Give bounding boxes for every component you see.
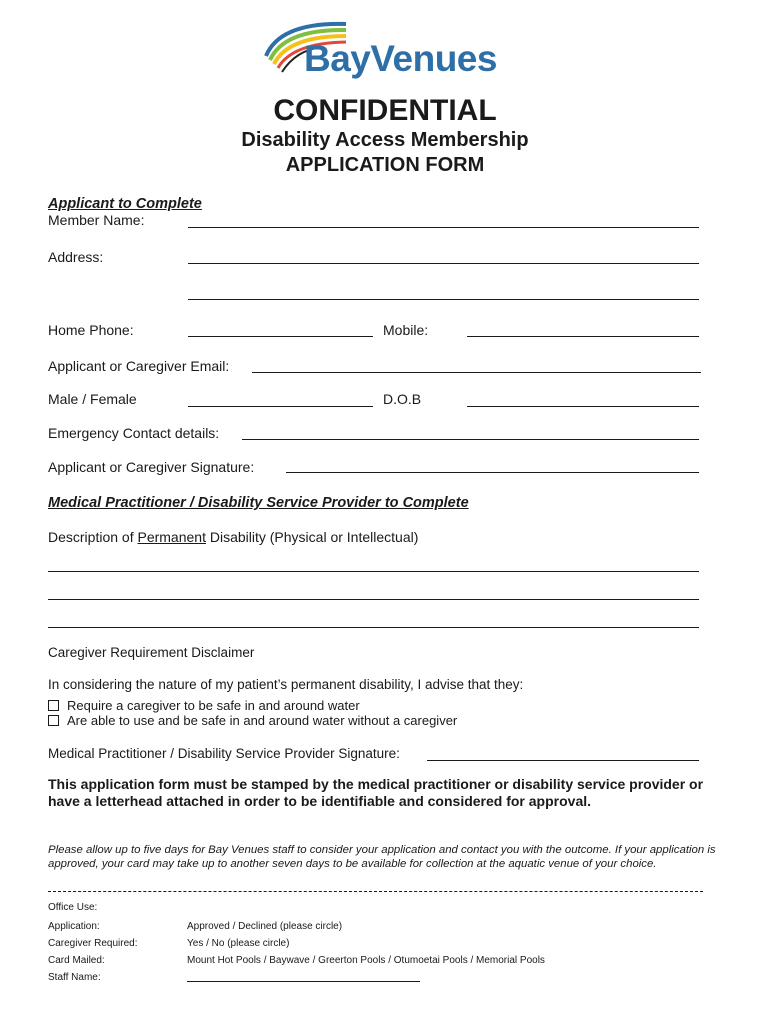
dob-field[interactable] <box>467 406 699 407</box>
office-staff-name-field[interactable] <box>187 981 420 982</box>
medical-section-heading: Medical Practitioner / Disability Service Provider to Complete <box>48 495 469 511</box>
email-label: Applicant or Caregiver Email: <box>48 358 230 374</box>
medical-signature-label: Medical Practitioner / Disability Service Provider Signature: <box>48 746 400 761</box>
office-staff-name-label: Staff Name: <box>48 972 101 983</box>
office-card-mailed-value: Mount Hot Pools / Baywave / Greerton Pools / Otumoetai Pools / Memorial Pools <box>187 955 545 966</box>
address-field-line-1[interactable] <box>188 263 699 264</box>
bayvenues-logo <box>262 16 512 84</box>
advise-text: In considering the nature of my patient’s permanent disability, I advise that they: <box>48 677 524 692</box>
logo-wordmark: BayVenues <box>304 38 497 79</box>
applicant-signature-field[interactable] <box>286 472 699 473</box>
member-name-label: Member Name: <box>48 212 145 228</box>
home-phone-label: Home Phone: <box>48 322 134 338</box>
description-field-line-3[interactable] <box>48 627 699 628</box>
form-title: APPLICATION FORM <box>285 154 485 176</box>
dob-label: D.O.B <box>383 391 422 407</box>
checkbox-no-caregiver[interactable] <box>48 715 59 726</box>
applicant-section-heading: Applicant to Complete <box>48 196 202 212</box>
processing-notice: Please allow up to five days for Bay Venues staff to consider your application and contact you with the outcome. If your application is approved, your card may take up to another seven days to be available for collection at the aquatic venue of your choice. <box>48 844 716 870</box>
office-caregiver-value: Yes / No (please circle) <box>187 938 290 949</box>
option-no-caregiver[interactable] <box>48 713 457 728</box>
applicant-signature-label: Applicant or Caregiver Signature: <box>48 459 255 475</box>
medical-signature-field[interactable] <box>427 760 699 761</box>
description-field-line-2[interactable] <box>48 599 699 600</box>
option-require-caregiver[interactable] <box>48 698 360 713</box>
office-use-title: Office Use: <box>48 902 98 913</box>
confidential-heading: CONFIDENTIAL <box>273 94 497 127</box>
checkbox-require-caregiver[interactable] <box>48 700 59 711</box>
option-require-caregiver-label: Require a caregiver to be safe in and around water <box>67 698 360 713</box>
home-phone-field[interactable] <box>188 336 373 337</box>
description-field-line-1[interactable] <box>48 571 699 572</box>
option-no-caregiver-label: Are able to use and be safe in and around water without a caregiver <box>67 713 458 728</box>
stamp-notice: This application form must be stamped by the medical practitioner or disability service provider or have a letterhead attached in order to be identifiable and considered for approval. <box>48 776 704 809</box>
description-suffix: Disability (Physical or Intellectual) <box>205 529 419 545</box>
description-prefix: Description of <box>48 529 138 545</box>
mobile-label: Mobile: <box>383 322 429 338</box>
office-use-divider <box>48 891 703 892</box>
office-application-value: Approved / Declined (please circle) <box>187 921 343 932</box>
description-permanent: Permanent <box>137 529 206 545</box>
office-caregiver-label: Caregiver Required: <box>48 938 138 949</box>
disclaimer-title: Caregiver Requirement Disclaimer <box>48 645 255 660</box>
office-application-label: Application: <box>48 921 100 932</box>
email-field[interactable] <box>252 372 701 373</box>
address-field-line-2[interactable] <box>188 299 699 300</box>
office-card-mailed-label: Card Mailed: <box>48 955 105 966</box>
address-label: Address: <box>48 249 104 265</box>
gender-field[interactable] <box>188 406 373 407</box>
member-name-field[interactable] <box>188 227 699 228</box>
mobile-field[interactable] <box>467 336 699 337</box>
description-label <box>48 529 418 545</box>
form-subtitle: Disability Access Membership <box>241 129 529 151</box>
gender-label: Male / Female <box>48 391 137 407</box>
emergency-contact-label: Emergency Contact details: <box>48 425 220 441</box>
emergency-contact-field[interactable] <box>242 439 699 440</box>
